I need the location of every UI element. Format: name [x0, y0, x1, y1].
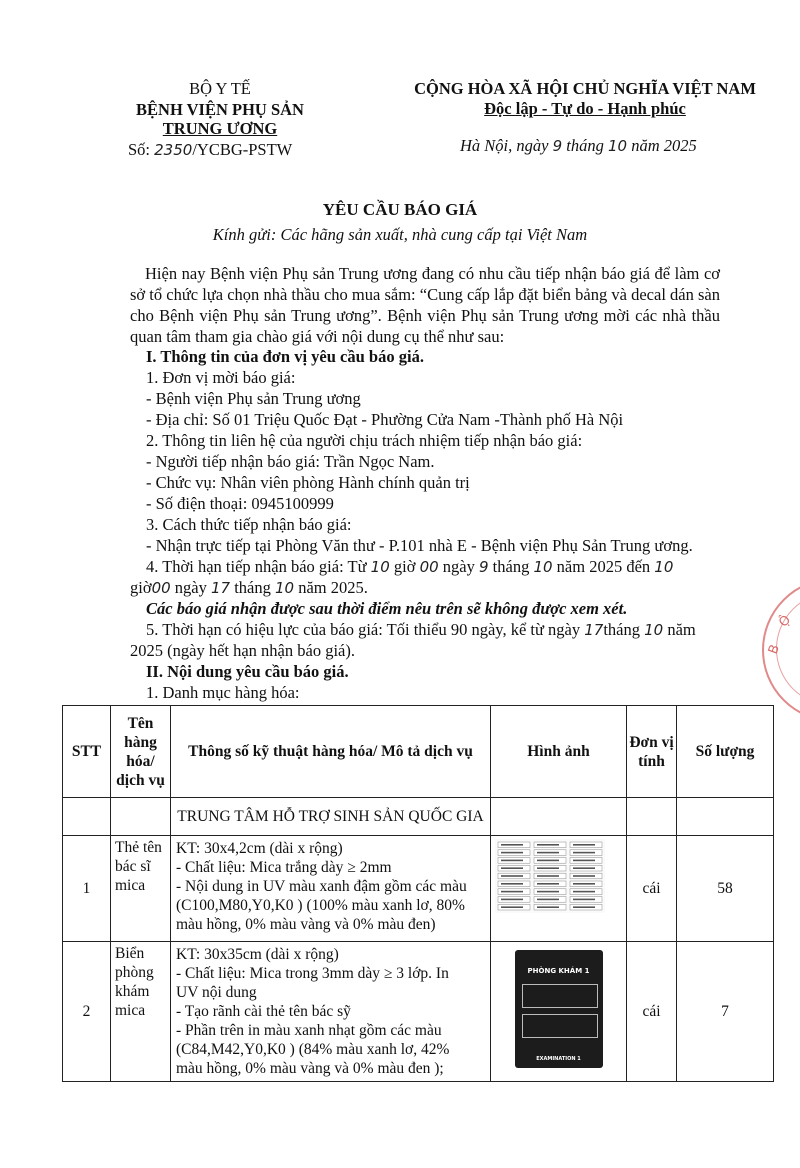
motto: Độc lập - Tự do - Hạnh phúc — [484, 99, 686, 118]
doc-no-prefix: Số: — [128, 140, 151, 159]
name-tag-text-line — [501, 899, 523, 901]
row-image — [491, 836, 627, 942]
sign-title: PHÒNG KHÁM 1 — [527, 967, 590, 975]
document-title: YÊU CẦU BÁO GIÁ — [322, 200, 478, 219]
sign-slot — [522, 1014, 598, 1038]
row-unit: cái — [627, 942, 677, 1082]
deadline-day-end: 17 — [210, 579, 231, 597]
clinic-sign-image — [515, 950, 603, 1068]
section2-item1: 1. Danh mục hàng hóa: — [146, 683, 300, 702]
name-tag-text-line — [501, 891, 523, 893]
name-tag-text-line — [573, 860, 595, 862]
header-name: Tên hàng hóa/ dịch vụ — [111, 706, 171, 798]
document-number — [128, 140, 292, 160]
desc-line: (C84,M42,Y0,K0 ) (84% màu xanh lơ, 42% — [176, 1041, 450, 1058]
name-tag-text-line — [501, 867, 523, 869]
group-empty — [491, 798, 627, 836]
deadline-hour-end: 10 — [654, 558, 674, 576]
desc-line: (C100,M80,Y0,K0 ) (100% màu xanh lơ, 80% — [176, 897, 465, 914]
validity-month: 10 — [644, 621, 664, 639]
date-prefix: Hà Nội, ngày — [460, 136, 549, 155]
deadline-hour-start: 10 — [370, 558, 390, 576]
hospital-name-line1: BỆNH VIỆN PHỤ SẢN — [136, 100, 304, 119]
group-empty — [627, 798, 677, 836]
name-tag-text-line — [537, 860, 559, 862]
deadline-text: 4. Thời hạn tiếp nhận báo giá: Từ — [146, 557, 367, 576]
hospital-name-line2: TRUNG ƯƠNG — [162, 119, 278, 138]
validity-text: năm — [667, 620, 696, 639]
row-stt: 1 — [63, 836, 111, 942]
table-header-row — [63, 706, 774, 798]
ministry-name: BỘ Y TẾ — [189, 79, 251, 98]
section1-item1: 1. Đơn vị mời báo giá: — [146, 368, 296, 387]
desc-line: - Chất liệu: Mica trong 3mm dày ≥ 3 lớp. In — [176, 965, 449, 982]
deadline-text: ngày — [174, 578, 207, 597]
section2-heading: II. Nội dung yêu cầu báo giá. — [146, 662, 349, 681]
name-tag-text-line — [573, 899, 595, 901]
deadline-text: giờ — [130, 578, 152, 597]
desc-line: UV nội dung — [176, 984, 257, 1001]
row-unit: cái — [627, 836, 677, 942]
row-name: Biển phòng khám mica — [111, 942, 171, 1082]
sign-footer: EXAMINATION 1 — [536, 1056, 581, 1062]
header-qty: Số lượng — [677, 706, 774, 798]
table-row — [63, 836, 774, 942]
row-qty: 58 — [677, 836, 774, 942]
section1-item2: 2. Thông tin liên hệ của người chịu trách nhiệm tiếp nhận báo giá: — [146, 431, 583, 450]
name-tag-text-line — [573, 906, 595, 908]
name-tag-text-line — [501, 883, 523, 885]
row-stt: 2 — [63, 942, 111, 1082]
row-image — [491, 942, 627, 1082]
name-tag-text-line — [573, 844, 595, 846]
deadline-text: năm 2025. — [298, 578, 368, 597]
name-tag-sheet-image — [495, 839, 605, 913]
section1-method: - Nhận trực tiếp tại Phòng Văn thư - P.101 nhà E - Bệnh viện Phụ Sản Trung ương. — [146, 536, 693, 555]
section1-receiver: - Người tiếp nhận báo giá: Trần Ngọc Nam. — [146, 452, 435, 471]
validity-text: 5. Thời hạn có hiệu lực của báo giá: Tối thiểu 90 ngày, kể từ ngày — [146, 620, 581, 639]
header-image: Hình ảnh — [491, 706, 627, 798]
recipient-text: Kính gửi: Các hãng sản xuất, nhà cung cấp tại Việt Nam — [212, 225, 588, 244]
section1-phone: - Số điện thoại: 0945100999 — [146, 494, 334, 513]
deadline-day-start: 9 — [478, 558, 489, 576]
table-group-row — [63, 798, 774, 836]
name-tag-text-line — [537, 906, 559, 908]
country-name: CỘNG HÒA XÃ HỘI CHỦ NGHĨA VIỆT NAM — [414, 79, 756, 98]
name-tag-text-line — [573, 852, 595, 854]
name-tag-text-line — [537, 875, 559, 877]
desc-line: - Tạo rãnh cài thẻ tên bác sỹ — [176, 1003, 351, 1020]
deadline-text: ngày — [442, 557, 475, 576]
table-row — [63, 942, 774, 1082]
section1-position: - Chức vụ: Nhân viên phòng Hành chính quản trị — [146, 473, 470, 492]
desc-line: KT: 30x4,2cm (dài x rộng) — [176, 840, 343, 857]
name-tag-text-line — [573, 875, 595, 877]
header-spec: Thông số kỹ thuật hàng hóa/ Mô tả dịch vụ — [171, 706, 491, 798]
late-warning: Các báo giá nhận được sau thời điểm nêu trên sẽ không được xem xét. — [146, 599, 628, 618]
name-tag-text-line — [573, 891, 595, 893]
stamp-letter: Ộ — [776, 612, 795, 631]
name-tag-text-line — [501, 844, 523, 846]
section1-address: - Địa chỉ: Số 01 Triệu Quốc Đạt - Phường Cửa Nam -Thành phố Hà Nội — [146, 410, 624, 429]
row-name: Thẻ tên bác sĩ mica — [111, 836, 171, 942]
date-day: 9 — [552, 137, 563, 155]
name-tag-text-line — [501, 906, 523, 908]
desc-line: màu hồng, 0% màu vàng và 0% màu đen ); — [176, 1060, 444, 1077]
name-tag-text-line — [501, 852, 523, 854]
deadline-text: tháng — [492, 557, 530, 576]
row-description — [171, 942, 491, 1082]
name-tag-text-line — [537, 867, 559, 869]
date-month: 10 — [607, 137, 628, 155]
validity-day: 17 — [584, 621, 604, 639]
sign-slot — [522, 984, 598, 1008]
section1-validity — [146, 620, 696, 640]
deadline-text: năm 2025 đến — [556, 557, 651, 576]
name-tag-text-line — [537, 899, 559, 901]
desc-line: màu hồng, 0% màu vàng và 0% màu đen) — [176, 916, 436, 933]
section1-validity-line2: 2025 (ngày hết hạn nhận báo giá). — [130, 641, 355, 660]
name-tag-text-line — [501, 875, 523, 877]
name-tag-text-line — [573, 867, 595, 869]
name-tag-text-line — [501, 860, 523, 862]
deadline-month-start: 10 — [533, 558, 553, 576]
desc-line: KT: 30x35cm (dài x rộng) — [176, 946, 339, 963]
header-unit: Đơn vị tính — [627, 706, 677, 798]
desc-line: - Phần trên in màu xanh nhạt gồm các màu — [176, 1022, 442, 1039]
deadline-text: tháng — [234, 578, 271, 597]
stamp-letter: B — [765, 642, 784, 657]
name-tag-text-line — [537, 844, 559, 846]
intro-paragraph: Hiện nay Bệnh viện Phụ sản Trung ương đang có nhu cầu tiếp nhận báo giá để làm cơ sở tổ chức lựa chọn nhà thầu cho mua sắm: “Cung cấp lắp đặt biển bảng và decal dán sàn cho Bệnh viện Phụ sản Trung ương”. Bệnh viện Phụ sản Trung ương mời các nhà thầu quan tâm tham gia chào giá với nội dung cụ thể như sau: — [130, 264, 720, 346]
date-mid: tháng — [566, 136, 604, 155]
deadline-minute-end: 00 — [151, 579, 171, 597]
deadline-month-end: 10 — [275, 579, 295, 597]
section1-item3: 3. Cách thức tiếp nhận báo giá: — [146, 515, 352, 534]
group-empty — [677, 798, 774, 836]
desc-line: - Nội dung in UV màu xanh đậm gồm các màu — [176, 878, 467, 895]
deadline-minute-start: 00 — [419, 558, 439, 576]
group-empty — [63, 798, 111, 836]
official-stamp — [762, 578, 800, 722]
section1-deadline — [146, 557, 673, 577]
group-title: TRUNG TÂM HỖ TRỢ SINH SẢN QUỐC GIA — [171, 798, 491, 836]
row-qty: 7 — [677, 942, 774, 1082]
doc-no-suffix: /YCBG-PSTW — [192, 140, 293, 159]
name-tag-text-line — [537, 883, 559, 885]
validity-text: tháng — [603, 620, 641, 639]
deadline-text: giờ — [393, 557, 416, 576]
name-tag-text-line — [537, 852, 559, 854]
name-tag-text-line — [537, 891, 559, 893]
header-stt: STT — [63, 706, 111, 798]
doc-no-handwritten: 2350 — [154, 141, 193, 159]
goods-table — [62, 705, 774, 1082]
desc-line: - Chất liệu: Mica trắng dày ≥ 2mm — [176, 859, 392, 876]
name-tag-text-line — [573, 883, 595, 885]
row-description — [171, 836, 491, 942]
group-empty — [111, 798, 171, 836]
recipient-line — [0, 225, 800, 245]
section1-unit: - Bệnh viện Phụ sản Trung ương — [146, 389, 361, 408]
section1-heading: I. Thông tin của đơn vị yêu cầu báo giá. — [146, 347, 424, 366]
place-date — [460, 136, 697, 156]
date-suffix: năm 2025 — [631, 136, 697, 155]
section1-deadline-line2 — [130, 578, 368, 598]
